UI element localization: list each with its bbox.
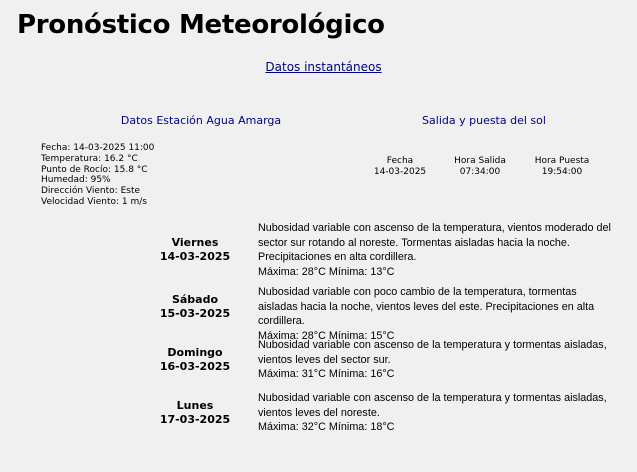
forecast-day-date: 16-03-2025	[159, 360, 231, 373]
forecast-text: Nubosidad variable con ascenso de la temperatura y tormentas aisladas, vientos leves del noreste.	[258, 392, 607, 419]
sun-col-rise-header: Hora Salida	[454, 156, 506, 166]
station-temperature: Temperatura: 16.2 °C	[41, 153, 138, 164]
forecast-text: Nubosidad variable con ascenso de la temperatura y tormentas aisladas, vientos leves del sector sur.	[258, 339, 607, 366]
station-dewpoint: Punto de Rocío: 15.8 °C	[41, 164, 148, 175]
sun-col-date	[360, 156, 440, 178]
sun-col-set-header: Hora Puesta	[534, 156, 590, 166]
forecast-day-date: 15-03-2025	[159, 307, 231, 320]
station-date: Fecha: 14-03-2025 11:00	[41, 143, 155, 153]
forecast-description	[258, 221, 618, 279]
station-heading: Datos Estación Agua Amarga	[120, 114, 282, 127]
forecast-minmax: Máxima: 28°C Mínima: 13°C	[258, 265, 395, 278]
forecast-text: Nubosidad variable con ascenso de la temperatura, vientos moderado del sector sur rotando al noreste. Tormentas aisladas hacia la noche. Precipitaciones en alta cordillera.	[258, 222, 611, 263]
sun-col-date-header: Fecha	[386, 156, 414, 166]
forecast-day-cell	[140, 236, 250, 264]
forecast-minmax: Máxima: 31°C Mínima: 16°C	[258, 368, 395, 380]
sun-col-set	[522, 156, 602, 178]
forecast-minmax: Máxima: 28°C Mínima: 15°C	[258, 329, 395, 342]
forecast-description	[258, 338, 618, 382]
forecast-day-date: 17-03-2025	[159, 413, 231, 426]
sun-col-rise	[440, 156, 520, 178]
forecast-day-date: 14-03-2025	[159, 250, 231, 263]
forecast-day-name: Sábado	[171, 293, 219, 306]
forecast-day-name: Lunes	[176, 399, 214, 412]
forecast-day-name: Viernes	[171, 236, 219, 249]
instant-data-link[interactable]: Datos instantáneos	[265, 60, 382, 74]
forecast-text: Nubosidad variable con poco cambio de la temperatura, tormentas aisladas hacia la noche, vientos leves del este. Precipitaciones en alta cordillera.	[258, 286, 595, 327]
forecast-minmax: Máxima: 32°C Mínima: 18°C	[258, 421, 395, 433]
forecast-day-cell	[140, 293, 250, 321]
station-humidity: Humedad: 95%	[41, 175, 111, 186]
sun-date-value: 14-03-2025	[373, 167, 427, 177]
forecast-description	[258, 285, 618, 343]
forecast-day-name: Domingo	[167, 346, 223, 359]
forecast-day-cell	[140, 399, 250, 427]
forecast-day-cell	[140, 346, 250, 374]
page-title: Pronóstico Meteorológico	[17, 10, 385, 40]
station-wind-direction: Dirección Viento: Este	[41, 186, 141, 197]
station-wind-speed: Velocidad Viento: 1 m/s	[41, 196, 147, 207]
forecast-description	[258, 391, 618, 435]
station-data	[41, 143, 154, 208]
sun-heading: Salida y puesta del sol	[422, 114, 546, 127]
sun-rise-value: 07:34:00	[459, 167, 501, 177]
sun-set-value: 19:54:00	[541, 167, 583, 177]
